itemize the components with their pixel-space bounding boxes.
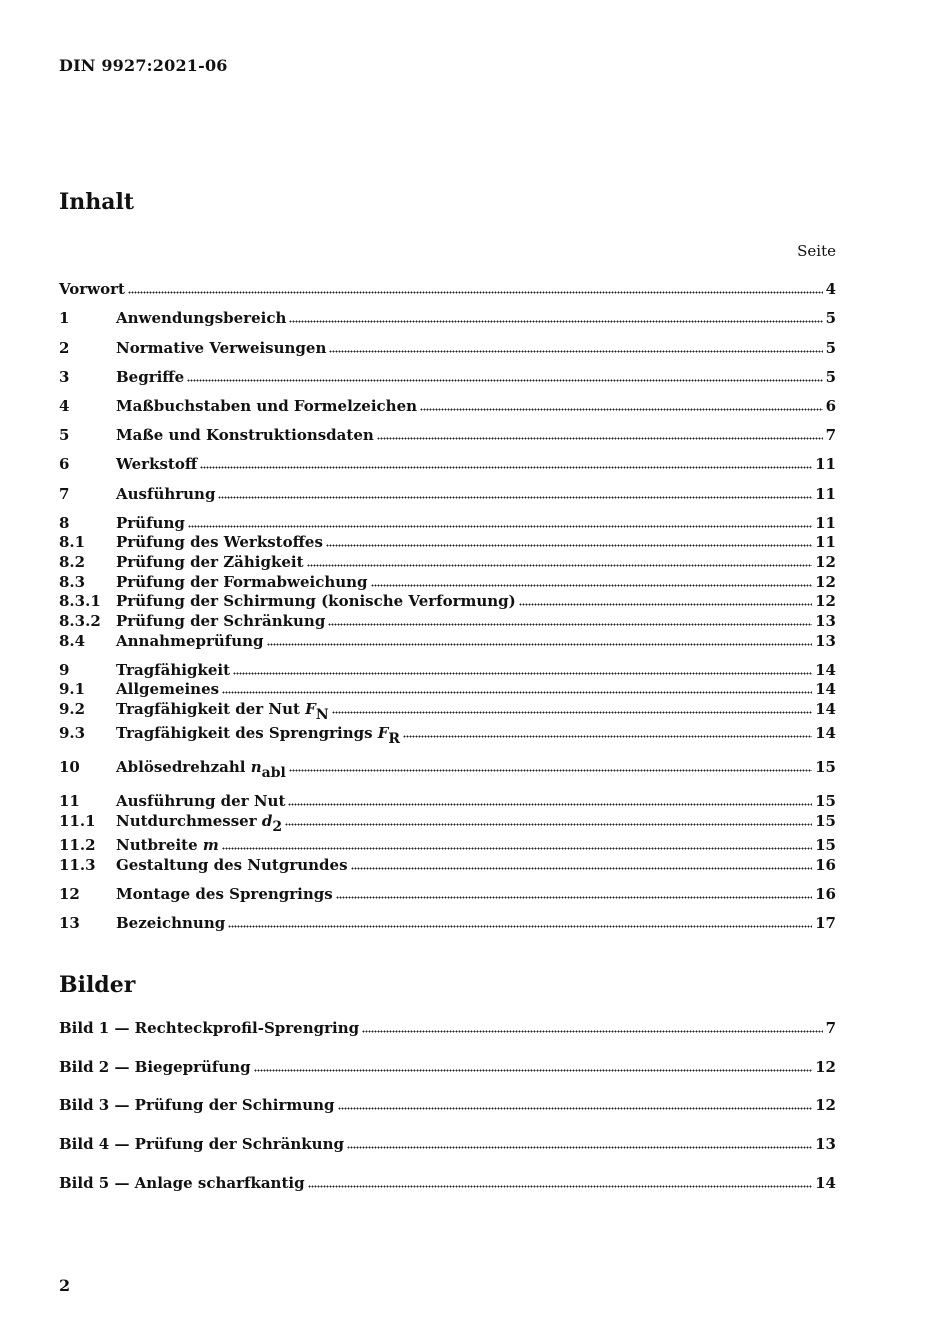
toc-entry-page: 13 xyxy=(815,632,836,650)
dot-leader xyxy=(308,1184,813,1188)
toc-entry-number: 8.4 xyxy=(59,632,86,650)
figure-entry-page: 13 xyxy=(815,1135,836,1153)
toc-entry[interactable] xyxy=(59,367,836,387)
dot-leader xyxy=(332,710,813,714)
toc-entry-title: Prüfung xyxy=(116,514,185,532)
toc-entry-title: Allgemeines xyxy=(116,680,220,698)
toc-entry-title: Prüfung des Werkstoffes xyxy=(116,533,323,551)
toc-entry-title: Maße und Konstruktionsdaten xyxy=(116,426,374,444)
toc-entry-number: 2 xyxy=(59,339,70,357)
dot-leader xyxy=(254,1068,812,1072)
dot-leader xyxy=(371,583,813,587)
toc-entry-page: 17 xyxy=(815,914,836,932)
toc-entry-number: 11 xyxy=(59,792,80,810)
formula-subscript: R xyxy=(388,731,401,747)
toc-entry[interactable] xyxy=(59,631,836,651)
toc-entry[interactable] xyxy=(59,308,836,328)
document-id: DIN 9927:2021-06 xyxy=(59,56,228,75)
toc-entry[interactable] xyxy=(59,484,836,504)
toc-entry-title: Nutbreite xyxy=(116,836,198,854)
dot-leader xyxy=(218,495,812,499)
toc-entry[interactable] xyxy=(59,513,836,533)
toc-entry[interactable] xyxy=(59,396,836,416)
dot-leader xyxy=(347,1145,812,1149)
toc-entry[interactable] xyxy=(59,454,836,474)
dot-leader xyxy=(128,290,823,294)
toc-entry-number: 11.2 xyxy=(59,836,96,854)
toc-entry-number: 13 xyxy=(59,914,80,932)
toc-entry-title: Ausführung xyxy=(116,485,216,503)
toc-entry-title: Montage des Sprengrings xyxy=(116,885,333,903)
toc-entry-title: Prüfung der Zähigkeit xyxy=(116,553,304,571)
toc-entry-page: 5 xyxy=(825,368,836,386)
toc-entry-number: 8.1 xyxy=(59,533,86,551)
formula-subscript: 2 xyxy=(272,819,283,835)
toc-entry[interactable] xyxy=(59,591,836,611)
figure-entry[interactable] xyxy=(59,1095,836,1115)
toc-entry-title: Vorwort xyxy=(59,280,125,298)
toc-entry-title: Begriffe xyxy=(116,368,185,386)
toc-entry[interactable] xyxy=(59,811,836,835)
dot-leader xyxy=(289,319,822,323)
toc-entry-page: 5 xyxy=(825,339,836,357)
toc-entry[interactable] xyxy=(59,791,836,811)
toc-entry[interactable] xyxy=(59,425,836,445)
toc-entry[interactable] xyxy=(59,660,836,680)
toc-entry-title: Prüfung der Schränkung xyxy=(116,612,326,630)
toc-entry[interactable] xyxy=(59,757,836,781)
toc-entry-title: Prüfung der Formabweichung xyxy=(116,573,368,591)
dot-leader xyxy=(188,524,812,528)
figure-entry-title: Bild 2 — Biegeprüfung xyxy=(59,1058,251,1076)
toc-entry-page: 12 xyxy=(815,573,836,591)
toc-entry[interactable] xyxy=(59,835,836,855)
toc-entry-number: 8.3.1 xyxy=(59,592,101,610)
toc-entry-title: Ausführung der Nut xyxy=(116,792,286,810)
toc-entry-title: Nutdurchmesser xyxy=(116,812,257,830)
toc-entry-number: 10 xyxy=(59,758,80,776)
figure-entry-page: 14 xyxy=(815,1174,836,1192)
toc-entry-number: 8 xyxy=(59,514,70,532)
toc-entry-title: Tragfähigkeit des Sprengrings xyxy=(116,724,373,742)
toc-entry-number: 4 xyxy=(59,397,70,415)
toc-entry-title: Prüfung der Schirmung (konische Verformung) xyxy=(116,592,516,610)
dot-leader xyxy=(338,1106,813,1110)
toc-entry[interactable] xyxy=(59,532,836,552)
toc-entry-title: Annahmeprüfung xyxy=(116,632,264,650)
toc-entry[interactable] xyxy=(59,338,836,358)
figure-entry-page: 12 xyxy=(815,1096,836,1114)
toc-entry[interactable] xyxy=(59,572,836,592)
dot-leader xyxy=(228,924,812,928)
toc-entry-page: 15 xyxy=(815,812,836,830)
toc-entry-page: 6 xyxy=(825,397,836,415)
toc-entry-number: 11.3 xyxy=(59,856,96,874)
toc-entry-number: 8.3.2 xyxy=(59,612,101,630)
toc-entry-title: Werkstoff xyxy=(116,455,198,473)
toc-entry-number: 3 xyxy=(59,368,70,386)
toc-entry[interactable] xyxy=(59,723,836,747)
formula-subscript: abl xyxy=(261,765,286,781)
toc-entry-title: Tragfähigkeit xyxy=(116,661,231,679)
toc-entry-number: 8.2 xyxy=(59,553,86,571)
dot-leader xyxy=(222,846,812,850)
toc-entry-title: Ablösedrehzahl xyxy=(116,758,246,776)
figure-entry-title: Bild 1 — Rechteckprofil-Sprengring xyxy=(59,1019,360,1037)
toc-entry-number: 6 xyxy=(59,455,70,473)
toc-entry[interactable] xyxy=(59,855,836,875)
dot-leader xyxy=(519,602,812,606)
toc-entry-page: 5 xyxy=(825,309,836,327)
figure-entry-title: Bild 3 — Prüfung der Schirmung xyxy=(59,1096,335,1114)
toc-entry-number: 12 xyxy=(59,885,80,903)
figure-entry-page: 12 xyxy=(815,1058,836,1076)
dot-leader xyxy=(377,436,823,440)
formula-subscript: N xyxy=(315,707,329,723)
dot-leader xyxy=(233,671,812,675)
toc-entry-page: 16 xyxy=(815,885,836,903)
toc-entry[interactable] xyxy=(59,913,836,933)
dot-leader xyxy=(187,378,822,382)
formula-symbol: d xyxy=(261,812,273,830)
toc-entry-number: 1 xyxy=(59,309,70,327)
toc-entry-page: 12 xyxy=(815,592,836,610)
toc-entry-page: 14 xyxy=(815,700,836,718)
toc-entry-title: Gestaltung des Nutgrundes xyxy=(116,856,348,874)
dot-leader xyxy=(362,1029,822,1033)
toc-entry[interactable] xyxy=(59,279,836,299)
toc-entry-number: 9 xyxy=(59,661,70,679)
toc-entry-title: Anwendungsbereich xyxy=(116,309,287,327)
toc-entry-page: 16 xyxy=(815,856,836,874)
figure-entry[interactable] xyxy=(59,1057,836,1077)
toc-entry-page: 15 xyxy=(815,792,836,810)
figure-entry-title: Bild 4 — Prüfung der Schränkung xyxy=(59,1135,344,1153)
dot-leader xyxy=(328,622,812,626)
dot-leader xyxy=(289,768,812,772)
formula-symbol: F xyxy=(305,700,316,718)
toc-entry-number: 8.3 xyxy=(59,573,86,591)
dot-leader xyxy=(351,866,813,870)
dot-leader xyxy=(288,802,812,806)
figure-entry-title: Bild 5 — Anlage scharfkantig xyxy=(59,1174,305,1192)
toc-entry-page: 14 xyxy=(815,680,836,698)
dot-leader xyxy=(200,465,812,469)
page-number: 2 xyxy=(59,1276,71,1295)
toc-entry-title: Normative Verweisungen xyxy=(116,339,327,357)
formula-symbol: m xyxy=(202,836,219,854)
toc-entry-page: 11 xyxy=(815,485,836,503)
formula-symbol: n xyxy=(250,758,262,776)
formula-symbol: F xyxy=(377,724,389,742)
dot-leader xyxy=(326,543,812,547)
toc-entry-page: 15 xyxy=(815,758,836,776)
toc-entry-page: 4 xyxy=(825,280,836,298)
toc-entry-page: 15 xyxy=(815,836,836,854)
toc-entry-number: 9.3 xyxy=(59,724,86,742)
toc-entry[interactable] xyxy=(59,884,836,904)
toc-entry-page: 11 xyxy=(815,514,836,532)
toc-entry-number: 5 xyxy=(59,426,70,444)
toc-entry-page: 11 xyxy=(815,455,836,473)
toc-entry-page: 14 xyxy=(815,724,836,742)
toc-entry-page: 14 xyxy=(815,661,836,679)
toc-entry-page: 12 xyxy=(815,553,836,571)
toc-entry-page: 13 xyxy=(815,612,836,630)
figure-entry[interactable] xyxy=(59,1173,836,1193)
dot-leader xyxy=(329,349,822,353)
figure-entry[interactable] xyxy=(59,1134,836,1154)
figures-heading: Bilder xyxy=(59,972,136,998)
dot-leader xyxy=(336,895,812,899)
toc-entry-title: Tragfähigkeit der Nut xyxy=(116,700,300,718)
figure-entry-page: 7 xyxy=(825,1019,836,1037)
toc-entry-page: 11 xyxy=(815,533,836,551)
toc-entry[interactable] xyxy=(59,699,836,723)
toc-entry-number: 7 xyxy=(59,485,70,503)
toc-entry-number: 9.2 xyxy=(59,700,86,718)
dot-leader xyxy=(267,642,813,646)
figure-entry[interactable] xyxy=(59,1018,836,1038)
dot-leader xyxy=(285,822,812,826)
toc-entry-page: 7 xyxy=(825,426,836,444)
dot-leader xyxy=(403,734,812,738)
dot-leader xyxy=(420,407,823,411)
dot-leader xyxy=(222,690,812,694)
page-column-label: Seite xyxy=(797,242,836,260)
dot-leader xyxy=(307,563,813,567)
toc-entry[interactable] xyxy=(59,679,836,699)
toc-heading: Inhalt xyxy=(59,189,135,215)
toc-entry[interactable] xyxy=(59,611,836,631)
toc-entry-title: Bezeichnung xyxy=(116,914,226,932)
toc-entry[interactable] xyxy=(59,552,836,572)
toc-entry-title: Maßbuchstaben und Formelzeichen xyxy=(116,397,418,415)
toc-entry-number: 9.1 xyxy=(59,680,86,698)
toc-entry-number: 11.1 xyxy=(59,812,96,830)
